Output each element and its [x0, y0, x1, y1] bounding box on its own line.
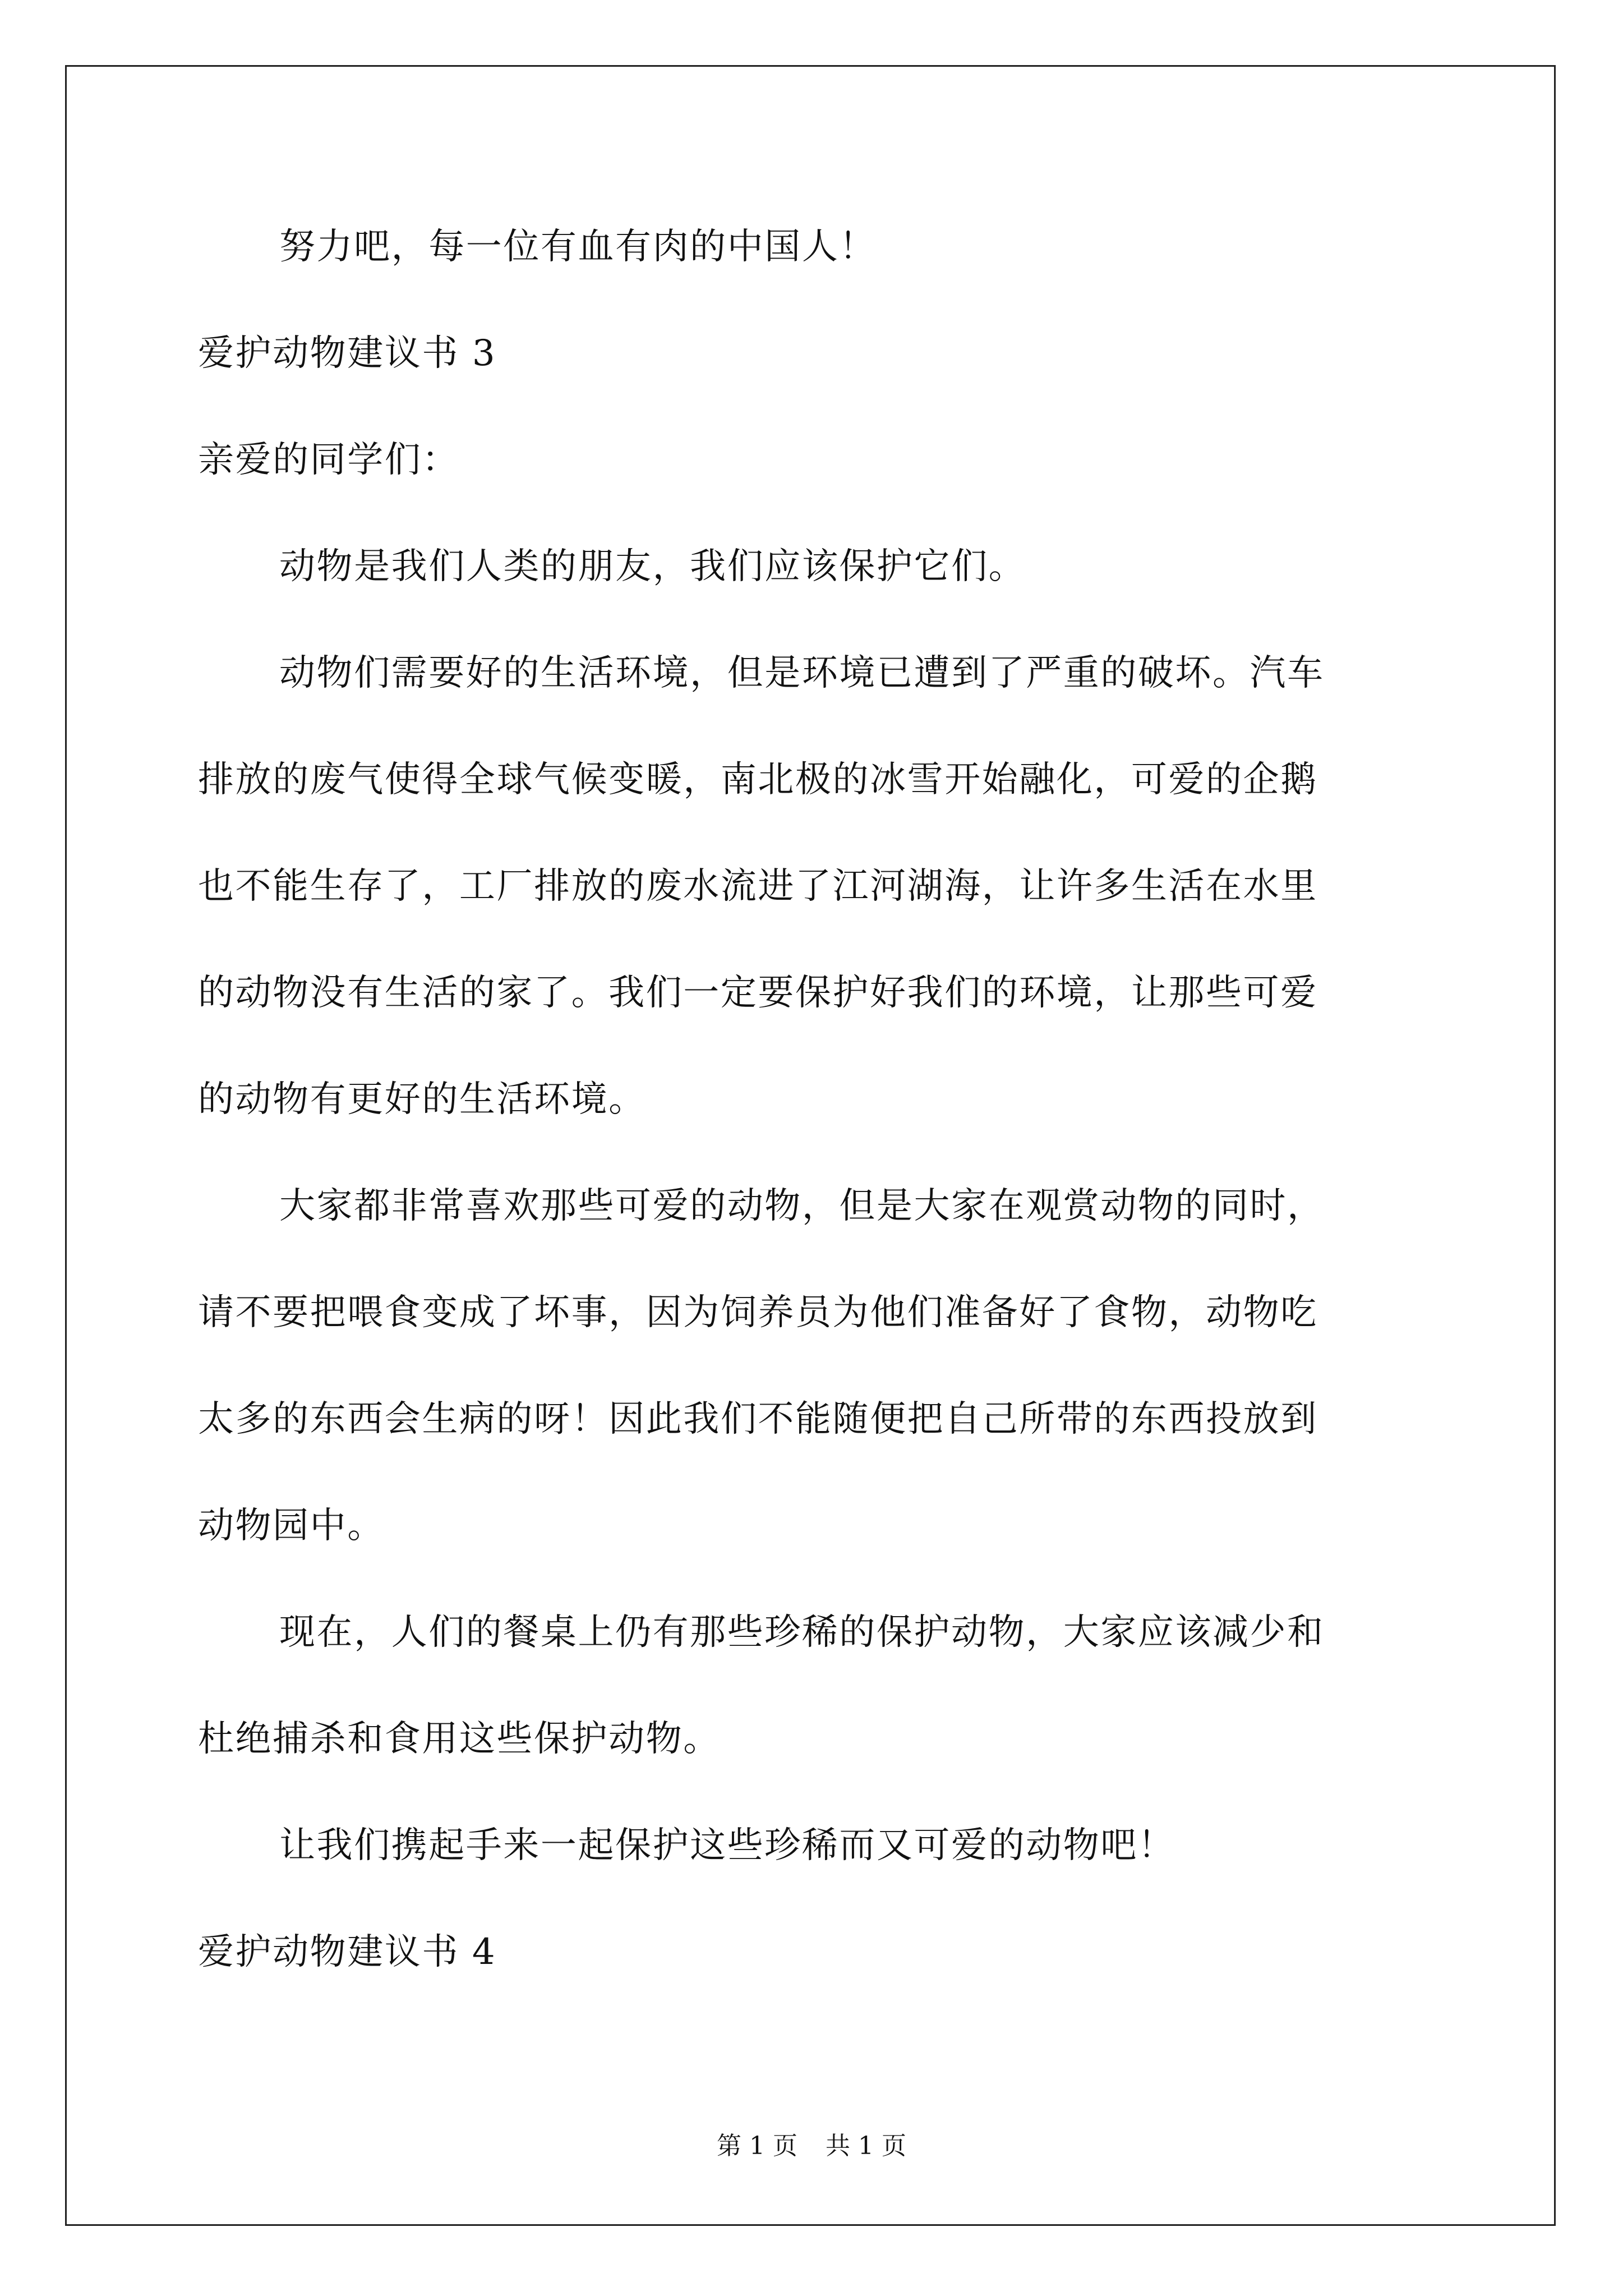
- paragraph-line: 动物是我们人类的朋友，我们应该保护它们。: [279, 546, 1026, 587]
- paragraph-line: 现在，人们的餐桌上仍有那些珍稀的保护动物，大家应该减少和: [279, 1612, 1325, 1653]
- paragraph-line: 动物园中。: [198, 1505, 385, 1547]
- paragraph-line: 请不要把喂食变成了坏事，因为饲养员为他们准备好了食物，动物吃: [198, 1292, 1318, 1333]
- paragraph-line: 也不能生存了，工厂排放的废水流进了江河湖海，让许多生活在水里: [198, 866, 1318, 907]
- paragraph-line: 排放的废气使得全球气候变暖，南北极的冰雪开始融化，可爱的企鹅: [198, 759, 1318, 800]
- paragraph-line: 大家都非常喜欢那些可爱的动物，但是大家在观赏动物的同时，: [279, 1185, 1325, 1227]
- paragraph-closing-line: 努力吧，每一位有血有肉的中国人！: [279, 226, 877, 268]
- salutation: 亲爱的同学们：: [198, 439, 459, 481]
- paragraph-line: 太多的东西会生病的呀！因此我们不能随便把自己所带的东西投放到: [198, 1398, 1318, 1440]
- section-heading-4: 爱护动物建议书 4: [198, 1931, 497, 1973]
- paragraph-line: 杜绝捕杀和食用这些保护动物。: [198, 1718, 721, 1760]
- page-number: 第 1 页: [717, 2132, 797, 2160]
- page-footer: [0, 2129, 1623, 2163]
- page-border: [65, 65, 1556, 2226]
- section-heading-3: 爱护动物建议书 3: [198, 333, 497, 374]
- page-total: 共 1 页: [826, 2132, 906, 2160]
- paragraph-line: 让我们携起手来一起保护这些珍稀而又可爱的动物吧！: [279, 1825, 1175, 1866]
- paragraph-line: 的动物没有生活的家了。我们一定要保护好我们的环境，让那些可爱: [198, 972, 1318, 1014]
- paragraph-line: 动物们需要好的生活环境，但是环境已遭到了严重的破坏。汽车: [279, 652, 1325, 694]
- paragraph-line: 的动物有更好的生活环境。: [198, 1079, 646, 1120]
